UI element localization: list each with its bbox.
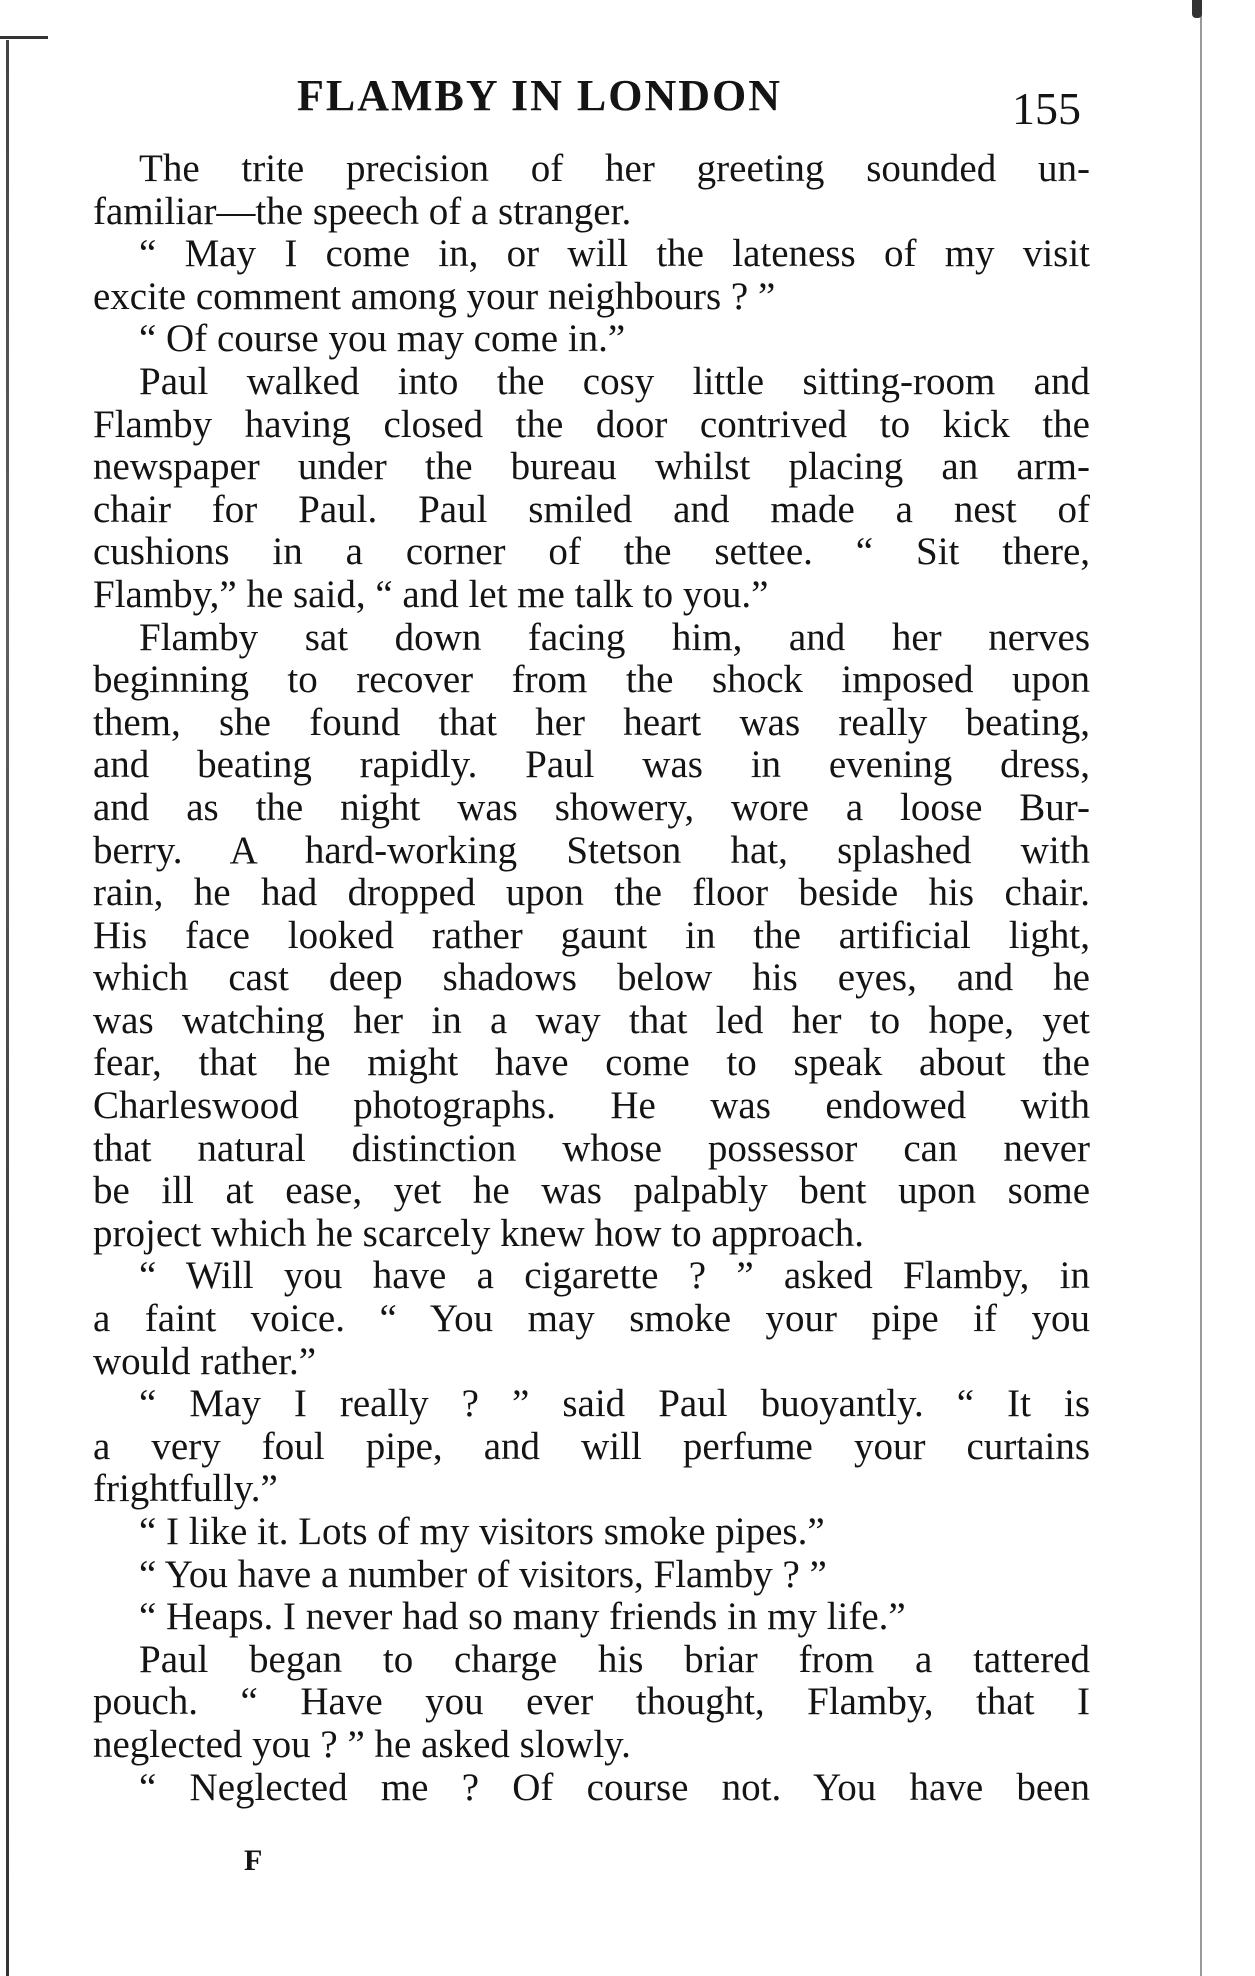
text-line: berry. A hard-working Stetson hat, splashed with — [93, 828, 1090, 872]
page-edge-tick — [0, 36, 48, 39]
text-line: and as the night was showery, wore a loose Bur- — [93, 785, 1090, 829]
text-line: Paul walked into the cosy little sitting-room and — [139, 359, 1090, 403]
page-right-edge — [1200, 0, 1202, 1976]
text-line: project which he scarcely knew how to approach. — [93, 1211, 865, 1255]
text-line: The trite precision of her greeting sounded un- — [139, 147, 1090, 190]
text-line: familiar—the speech of a stranger. — [93, 189, 632, 233]
page-header — [92, 70, 1092, 134]
text-line: would rather.” — [93, 1339, 317, 1383]
text-line: “ You have a number of visitors, Flamby ? ” — [139, 1552, 827, 1596]
text-line: rain, he had dropped upon the floor beside his chair. — [93, 871, 1090, 915]
text-line: a very foul pipe, and will perfume your curtains — [93, 1424, 1090, 1468]
text-line: Flamby having closed the door contrived to kick the — [93, 402, 1090, 446]
text-line: that natural distinction whose possessor can never — [93, 1126, 1090, 1170]
running-title: FLAMBY IN LONDON — [297, 71, 783, 120]
text-line: cushions in a corner of the settee. “ Sit there, — [93, 530, 1090, 574]
body-text — [93, 148, 1090, 1809]
text-line: Charleswood photographs. He was endowed with — [93, 1084, 1090, 1128]
text-line: “ May I really ? ” said Paul buoyantly. “ It is — [139, 1382, 1090, 1426]
text-line: frightfully.” — [93, 1467, 278, 1511]
page-number: 155 — [1012, 83, 1081, 134]
text-line: His face looked rather gaunt in the artificial light, — [93, 913, 1090, 957]
text-line: Flamby sat down facing him, and her nerves — [139, 615, 1090, 659]
text-line: which cast deep shadows below his eyes, and he — [93, 956, 1090, 1000]
text-line: excite comment among your neighbours ? ” — [93, 274, 776, 318]
text-line: Paul began to charge his briar from a tattered — [139, 1637, 1090, 1681]
text-line: was watching her in a way that led her to hope, yet — [93, 998, 1090, 1042]
text-line: them, she found that her heart was really beating, — [93, 700, 1090, 744]
text-line: “ I like it. Lots of my visitors smoke pipes.” — [139, 1510, 825, 1553]
text-line: chair for Paul. Paul smiled and made a nest of — [93, 487, 1090, 531]
text-line: Flamby,” he said, “ and let me talk to you.” — [93, 572, 769, 616]
text-line: “ Will you have a cigarette ? ” asked Flamby, in — [139, 1254, 1090, 1298]
text-line: and beating rapidly. Paul was in evening dress, — [93, 743, 1090, 787]
text-line: “ Heaps. I never had so many friends in my life.” — [139, 1595, 906, 1639]
text-line: be ill at ease, yet he was palpably bent upon some — [93, 1169, 1090, 1213]
text-line: neglected you ? ” he asked slowly. — [93, 1722, 631, 1766]
page-corner-mark — [1192, 0, 1202, 18]
text-line: “ Of course you may come in.” — [139, 317, 626, 361]
text-line: beginning to recover from the shock imposed upon — [93, 658, 1090, 702]
text-line: fear, that he might have come to speak about the — [93, 1041, 1090, 1085]
text-line: newspaper under the bureau whilst placing an arm- — [93, 445, 1090, 489]
text-line: pouch. “ Have you ever thought, Flamby, that I — [93, 1680, 1090, 1724]
text-line: “ Neglected me ? Of course not. You have been — [139, 1765, 1090, 1809]
signature-mark: F — [244, 1844, 263, 1877]
text-line: “ May I come in, or will the lateness of my visit — [139, 232, 1090, 276]
page-left-edge — [6, 40, 9, 1976]
text-line: a faint voice. “ You may smoke your pipe if you — [93, 1297, 1090, 1341]
